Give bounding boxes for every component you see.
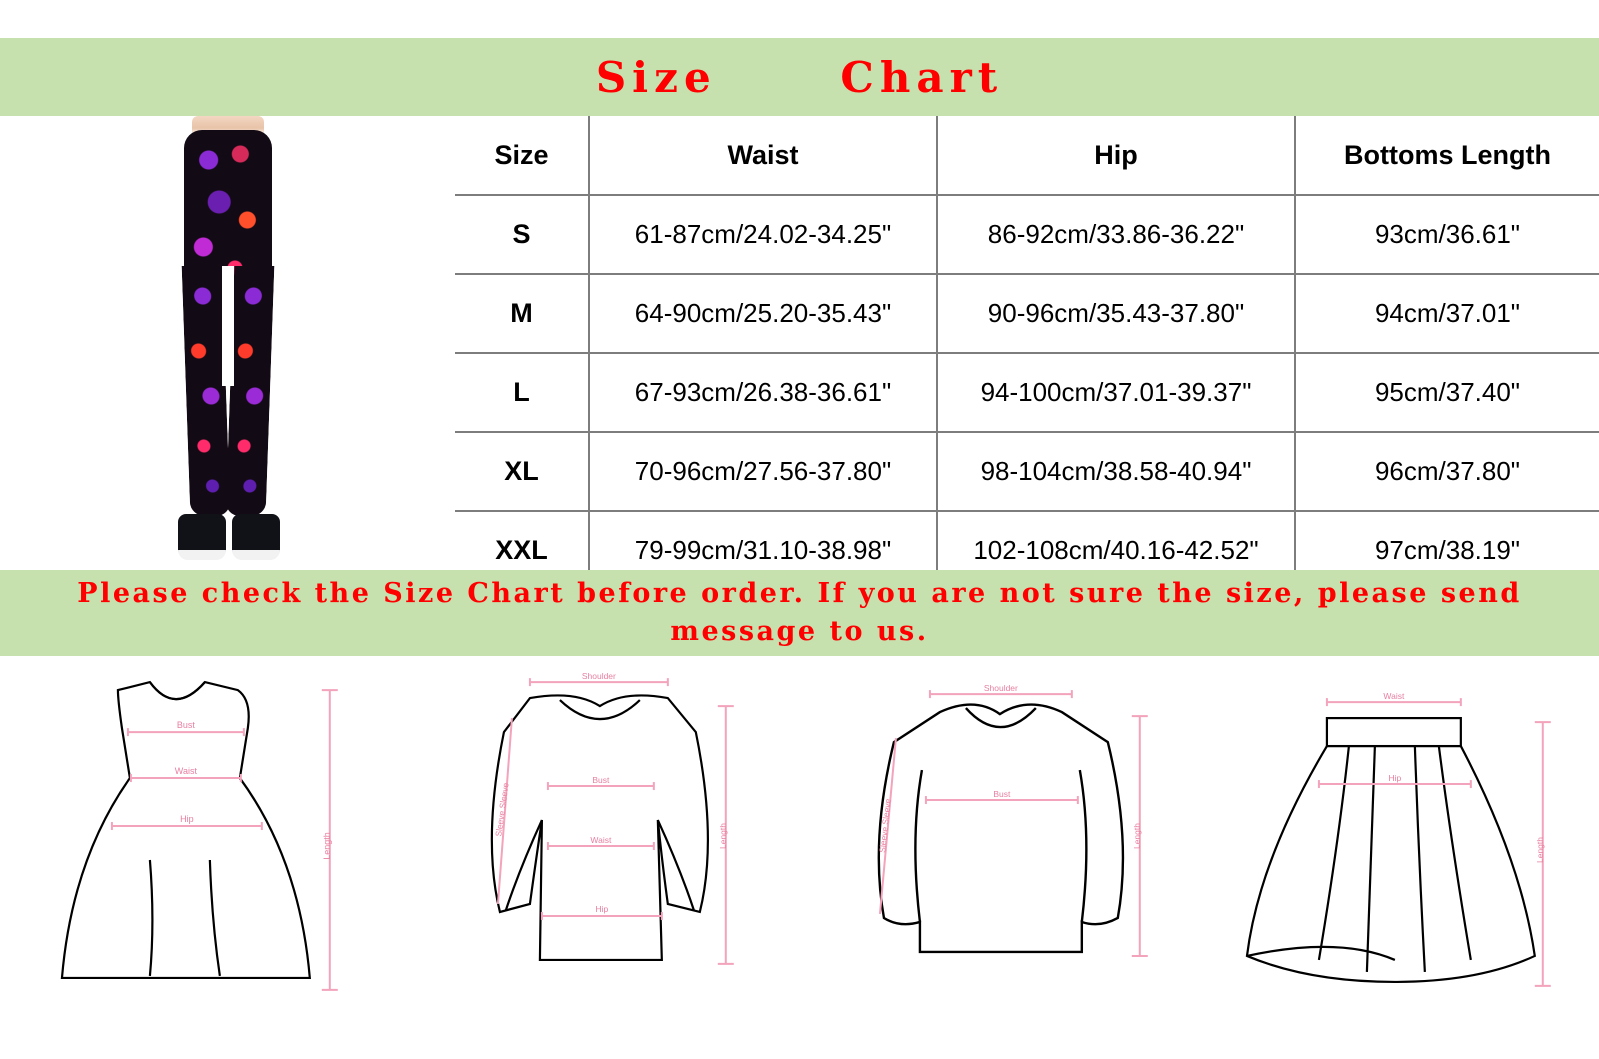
- svg-text:Hip: Hip: [1388, 773, 1402, 784]
- measurement-diagrams: [0, 660, 1599, 1059]
- column-header-bottoms-length: Bottoms Length: [1295, 116, 1599, 195]
- svg-text:Sleeve Sleeve: Sleeve Sleeve: [876, 798, 893, 854]
- svg-text:Sleeve Sleeve: Sleeve Sleeve: [492, 782, 511, 838]
- cell-length: 95cm/37.40": [1295, 353, 1599, 432]
- svg-text:Waist: Waist: [590, 835, 612, 846]
- cell-waist: 61-87cm/24.02-34.25": [589, 195, 937, 274]
- svg-text:Length: Length: [1131, 823, 1142, 849]
- svg-text:Shoulder: Shoulder: [983, 683, 1018, 694]
- svg-text:Waist: Waist: [1383, 691, 1405, 702]
- svg-text:Length: Length: [1535, 837, 1546, 863]
- table-header-row: [455, 116, 1599, 195]
- leggings-illustration: [148, 116, 308, 564]
- table-row: [455, 274, 1599, 353]
- svg-text:Length: Length: [717, 823, 728, 849]
- table-row: [455, 195, 1599, 274]
- right-shoe: [232, 514, 280, 560]
- content-row: [0, 116, 1599, 570]
- notice-band: [0, 570, 1599, 656]
- column-header-size: Size: [455, 116, 589, 195]
- cell-waist: 70-96cm/27.56-37.80": [589, 432, 937, 511]
- skirt-diagram: [1199, 660, 1599, 1059]
- cell-length: 94cm/37.01": [1295, 274, 1599, 353]
- svg-text:Hip: Hip: [180, 814, 194, 825]
- leggings-hips: [184, 130, 272, 280]
- left-shoe: [178, 514, 226, 560]
- notice-line-1: Please check the Size Chart before order. If you are not sure the size, please send: [77, 578, 1522, 609]
- svg-text:Shoulder: Shoulder: [581, 671, 616, 682]
- table-row: [455, 353, 1599, 432]
- column-header-hip: Hip: [937, 116, 1295, 195]
- long-sleeve-dress-diagram: [400, 660, 800, 1059]
- cell-waist: 67-93cm/26.38-36.61": [589, 353, 937, 432]
- size-table: [455, 116, 1599, 589]
- dress-diagram: [0, 660, 400, 1059]
- svg-text:Waist: Waist: [174, 766, 197, 777]
- product-image: [0, 116, 455, 570]
- page-title: Size Chart: [595, 52, 1004, 102]
- cell-hip: 102-108cm/40.16-42.52": [937, 511, 1295, 589]
- svg-text:Bust: Bust: [592, 775, 610, 786]
- cell-size: M: [455, 274, 589, 353]
- cell-length: 97cm/38.19": [1295, 511, 1599, 589]
- cell-hip: 90-96cm/35.43-37.80": [937, 274, 1295, 353]
- cell-size: XXL: [455, 511, 589, 589]
- table-row: [455, 432, 1599, 511]
- cell-size: S: [455, 195, 589, 274]
- cell-size: L: [455, 353, 589, 432]
- header-band: [0, 38, 1599, 116]
- notice-line-2: message to us.: [670, 616, 929, 647]
- svg-text:Bust: Bust: [992, 789, 1010, 800]
- cell-length: 93cm/36.61": [1295, 195, 1599, 274]
- cell-hip: 98-104cm/38.58-40.94": [937, 432, 1295, 511]
- cell-hip: 94-100cm/37.01-39.37": [937, 353, 1295, 432]
- column-header-waist: Waist: [589, 116, 937, 195]
- cell-size: XL: [455, 432, 589, 511]
- cell-waist: 79-99cm/31.10-38.98": [589, 511, 937, 589]
- sweatshirt-diagram: [800, 660, 1200, 1059]
- svg-text:Bust: Bust: [176, 720, 195, 731]
- cell-waist: 64-90cm/25.20-35.43": [589, 274, 937, 353]
- leggings-inseam-gap: [222, 266, 234, 386]
- cell-hip: 86-92cm/33.86-36.22": [937, 195, 1295, 274]
- cell-length: 96cm/37.80": [1295, 432, 1599, 511]
- svg-text:Length: Length: [321, 832, 332, 860]
- svg-text:Hip: Hip: [595, 903, 608, 914]
